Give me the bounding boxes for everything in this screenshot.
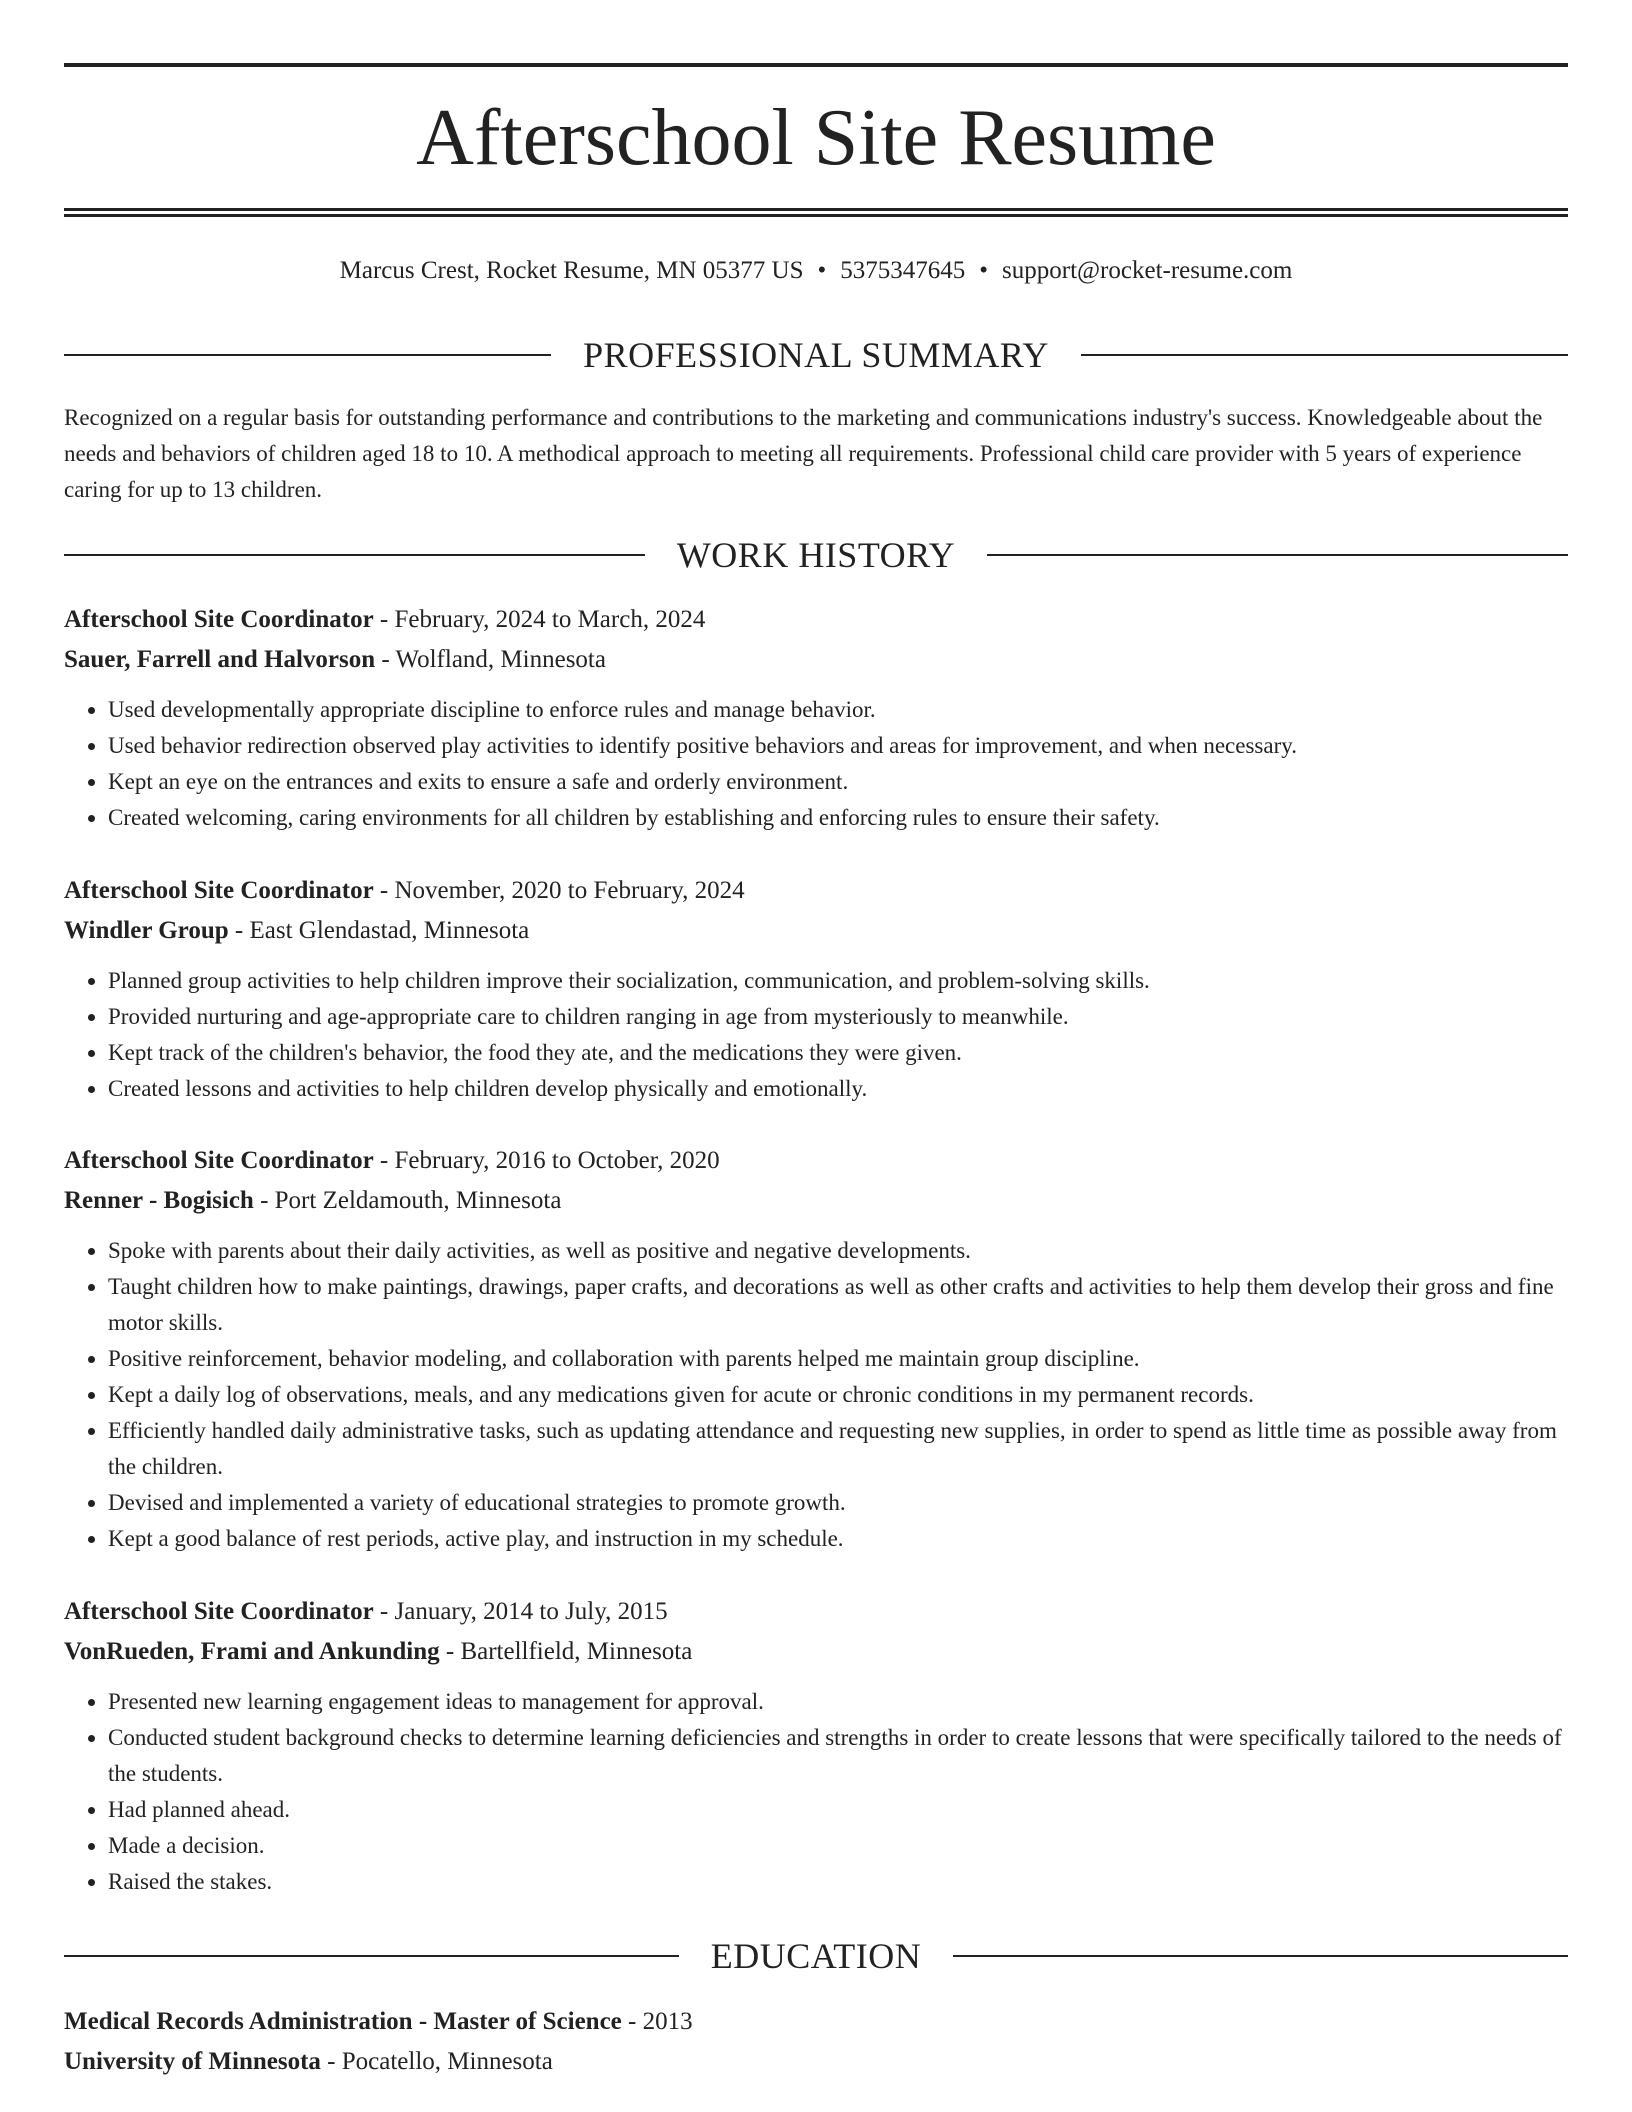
job-dates: February, 2024 to March, 2024 xyxy=(394,606,706,633)
dash: - xyxy=(373,1598,395,1625)
job-location: Bartellfield, Minnesota xyxy=(460,1638,693,1665)
job-bullet: • Kept an eye on the entrances and exits to ensure a safe and orderly environment. xyxy=(108,764,1568,800)
heading-rule-left xyxy=(64,1955,679,1957)
job-company: Renner - Bogisich xyxy=(64,1187,254,1214)
job-bullet: • Created lessons and activities to help children develop physically and emotionally. xyxy=(108,1071,1568,1107)
heading-rule-left xyxy=(64,554,645,556)
professional-summary: Recognized on a regular basis for outstanding performance and contributions to the marketing and communications industry's success. Knowledgeable about the needs and behaviors of children aged 18 to 10. A methodical approach to meeting all requirements. Professional child care provider with 5 years of experience caring for up to 13 children. xyxy=(64,405,1543,502)
job-company-line xyxy=(64,640,1568,680)
education-degree-line xyxy=(64,2002,1568,2042)
resume-title: Afterschool Site Resume xyxy=(416,94,1216,182)
job-title-line xyxy=(64,1592,1568,1632)
job-company: VonRueden, Frami and Ankunding xyxy=(64,1638,440,1665)
job-company-line xyxy=(64,1632,1568,1672)
job-title: Afterschool Site Coordinator xyxy=(64,1147,374,1174)
heading-rule-right xyxy=(953,1955,1568,1957)
job-entry xyxy=(64,600,1568,836)
education-school: University of Minnesota xyxy=(64,2048,321,2075)
dash: - xyxy=(373,606,395,633)
dash: - xyxy=(621,2008,643,2035)
dash: - xyxy=(373,877,395,904)
job-bullet: • Positive reinforcement, behavior modeling, and collaboration with parents helped me maintain group discipline. xyxy=(108,1341,1568,1377)
job-company: Windler Group xyxy=(64,917,229,944)
education-school-line xyxy=(64,2042,1568,2082)
section-heading-education xyxy=(64,1934,1568,1978)
job-company-line xyxy=(64,911,1568,951)
education-degree: Medical Records Administration - Master of Science xyxy=(64,2008,622,2035)
job-title: Afterschool Site Coordinator xyxy=(64,1598,374,1625)
job-bullet: • Kept a daily log of observations, meals, and any medications given for acute or chronic conditions in my permanent records. xyxy=(108,1377,1568,1413)
job-bullet: • Presented new learning engagement ideas to management for approval. xyxy=(108,1684,1568,1720)
job-bullet: • Used developmentally appropriate discipline to enforce rules and manage behavior. xyxy=(108,692,1568,728)
job-company-line xyxy=(64,1181,1568,1221)
job-bullets xyxy=(64,1684,1568,1900)
dash: - xyxy=(373,1147,395,1174)
heading-rule-right xyxy=(1081,354,1568,356)
job-bullet: • Taught children how to make paintings, drawings, paper crafts, and decorations as well as other crafts and activities to help them develop their gross and fine motor skills. xyxy=(108,1269,1568,1341)
dash: - xyxy=(320,2048,342,2075)
job-bullet: • Had planned ahead. xyxy=(108,1792,1568,1828)
job-title: Afterschool Site Coordinator xyxy=(64,606,374,633)
contact-line xyxy=(64,254,1568,288)
job-entry xyxy=(64,1141,1568,1557)
job-location: East Glendastad, Minnesota xyxy=(249,917,530,944)
job-bullet: • Efficiently handled daily administrative tasks, such as updating attendance and requesting new supplies, in order to spend as little time as possible away from the children. xyxy=(108,1413,1568,1485)
job-entry xyxy=(64,871,1568,1107)
section-heading-summary xyxy=(64,333,1568,377)
job-bullet: • Kept a good balance of rest periods, active play, and instruction in my schedule. xyxy=(108,1521,1568,1557)
section-title: WORK HISTORY xyxy=(676,535,956,575)
job-bullet: • Kept track of the children's behavior, the food they ate, and the medications they were given. xyxy=(108,1035,1568,1071)
job-title-line xyxy=(64,600,1568,640)
job-company: Sauer, Farrell and Halvorson xyxy=(64,646,376,673)
contact-separator: • xyxy=(979,257,989,284)
dash: - xyxy=(439,1638,461,1665)
education-year: 2013 xyxy=(642,2008,693,2035)
section-heading-work xyxy=(64,533,1568,577)
dash: - xyxy=(375,646,396,673)
job-title: Afterschool Site Coordinator xyxy=(64,877,374,904)
job-bullet: • Planned group activities to help children improve their socialization, communication, and problem-solving skills. xyxy=(108,963,1568,999)
dash: - xyxy=(253,1187,275,1214)
contact-address: Marcus Crest, Rocket Resume, MN 05377 US xyxy=(339,257,804,284)
job-bullet: • Provided nurturing and age-appropriate care to children ranging in age from mysteriously to meanwhile. xyxy=(108,999,1568,1035)
job-bullets xyxy=(64,692,1568,836)
job-dates: February, 2016 to October, 2020 xyxy=(394,1147,720,1174)
job-bullets xyxy=(64,1233,1568,1557)
job-entry xyxy=(64,1592,1568,1900)
job-bullet: • Raised the stakes. xyxy=(108,1864,1568,1900)
job-bullets xyxy=(64,963,1568,1107)
heading-rule-left xyxy=(64,354,551,356)
job-location: Port Zeldamouth, Minnesota xyxy=(274,1187,562,1214)
heading-rule-right xyxy=(987,554,1568,556)
job-dates: November, 2020 to February, 2024 xyxy=(394,877,745,904)
contact-phone: 5375347645 xyxy=(840,257,966,284)
title-double-rule xyxy=(64,208,1568,217)
job-title-line xyxy=(64,1141,1568,1181)
job-bullet: • Conducted student background checks to determine learning deficiencies and strengths in order to create lessons that were specifically tailored to the needs of the students. xyxy=(108,1720,1568,1792)
contact-separator: • xyxy=(817,257,827,284)
dash: - xyxy=(228,917,250,944)
job-bullet: • Used behavior redirection observed play activities to identify positive behaviors and areas for improvement, and when necessary. xyxy=(108,728,1568,764)
section-title: PROFESSIONAL SUMMARY xyxy=(583,335,1049,375)
education-location: Pocatello, Minnesota xyxy=(341,2048,553,2075)
job-location: Wolfland, Minnesota xyxy=(395,646,606,673)
job-bullet: • Spoke with parents about their daily activities, as well as positive and negative developments. xyxy=(108,1233,1568,1269)
contact-email: support@rocket-resume.com xyxy=(1002,257,1293,284)
section-title: EDUCATION xyxy=(710,1936,922,1976)
job-bullet: • Made a decision. xyxy=(108,1828,1568,1864)
job-bullet: • Devised and implemented a variety of educational strategies to promote growth. xyxy=(108,1485,1568,1521)
education-entry xyxy=(64,2002,1568,2082)
job-bullet: • Created welcoming, caring environments for all children by establishing and enforcing rules to ensure their safety. xyxy=(108,800,1568,836)
job-title-line xyxy=(64,871,1568,911)
top-rule xyxy=(64,63,1568,67)
job-dates: January, 2014 to July, 2015 xyxy=(394,1598,668,1625)
